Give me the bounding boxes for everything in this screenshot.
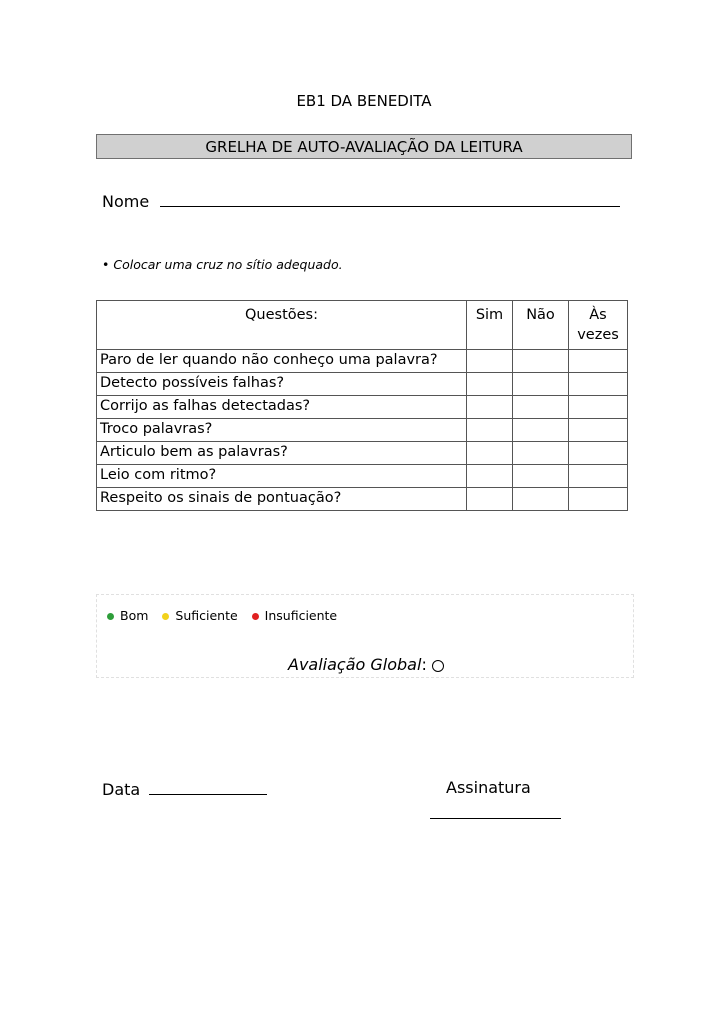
table-row — [97, 396, 628, 419]
question-cell: Corrijo as falhas detectadas? — [97, 396, 467, 419]
answer-sometimes-cell[interactable] — [569, 373, 628, 396]
date-input-line[interactable] — [149, 778, 267, 795]
red-dot-icon — [252, 613, 259, 620]
answer-yes-cell[interactable] — [467, 396, 513, 419]
table-row — [97, 442, 628, 465]
table-header-row — [97, 301, 628, 350]
date-label: Data — [102, 780, 141, 799]
table-row — [97, 419, 628, 442]
instruction-text: Colocar uma cruz no sítio adequado. — [113, 257, 343, 272]
question-cell: Leio com ritmo? — [97, 465, 467, 488]
bullet-icon: • — [102, 257, 110, 272]
question-cell: Articulo bem as palavras? — [97, 442, 467, 465]
legend-item-bom: Bom — [107, 608, 148, 623]
answer-no-cell[interactable] — [513, 465, 569, 488]
answer-sometimes-cell[interactable] — [569, 442, 628, 465]
answer-no-cell[interactable] — [513, 419, 569, 442]
answer-no-cell[interactable] — [513, 396, 569, 419]
answer-sometimes-cell[interactable] — [569, 396, 628, 419]
answer-no-cell[interactable] — [513, 488, 569, 511]
assessment-table — [96, 300, 628, 511]
table-row — [97, 465, 628, 488]
answer-yes-cell[interactable] — [467, 419, 513, 442]
global-evaluation — [288, 655, 444, 674]
answer-sometimes-cell[interactable] — [569, 465, 628, 488]
answer-sometimes-cell[interactable] — [569, 488, 628, 511]
answer-sometimes-cell[interactable] — [569, 350, 628, 373]
header-yes: Sim — [467, 301, 513, 350]
circle-icon[interactable] — [432, 660, 444, 672]
instruction — [102, 257, 343, 272]
global-evaluation-label: Avaliação Global — [288, 655, 422, 674]
answer-no-cell[interactable] — [513, 373, 569, 396]
answer-yes-cell[interactable] — [467, 465, 513, 488]
global-evaluation-colon: : — [421, 655, 427, 674]
header-no: Não — [513, 301, 569, 350]
legend-item-insuficiente: Insuficiente — [252, 608, 337, 623]
date-field — [102, 778, 267, 799]
header-questions: Questões: — [97, 301, 467, 350]
name-input-line[interactable] — [160, 190, 620, 207]
table-row — [97, 373, 628, 396]
yellow-dot-icon — [162, 613, 169, 620]
answer-yes-cell[interactable] — [467, 488, 513, 511]
name-label: Nome — [102, 192, 150, 211]
green-dot-icon — [107, 613, 114, 620]
answer-yes-cell[interactable] — [467, 373, 513, 396]
question-cell: Respeito os sinais de pontuação? — [97, 488, 467, 511]
question-cell: Troco palavras? — [97, 419, 467, 442]
form-title: GRELHA DE AUTO-AVALIAÇÃO DA LEITURA — [96, 134, 632, 159]
signature-label: Assinatura — [446, 778, 531, 797]
legend — [107, 608, 347, 623]
answer-no-cell[interactable] — [513, 442, 569, 465]
question-cell: Paro de ler quando não conheço uma palavra? — [97, 350, 467, 373]
signature-input-line[interactable] — [430, 804, 561, 819]
answer-yes-cell[interactable] — [467, 350, 513, 373]
header-sometimes: Às vezes — [569, 301, 628, 350]
answer-yes-cell[interactable] — [467, 442, 513, 465]
answer-sometimes-cell[interactable] — [569, 419, 628, 442]
answer-no-cell[interactable] — [513, 350, 569, 373]
school-name: EB1 DA BENEDITA — [296, 92, 432, 110]
table-row — [97, 488, 628, 511]
legend-item-suficiente: Suficiente — [162, 608, 237, 623]
table-row — [97, 350, 628, 373]
name-field — [102, 190, 620, 211]
question-cell: Detecto possíveis falhas? — [97, 373, 467, 396]
